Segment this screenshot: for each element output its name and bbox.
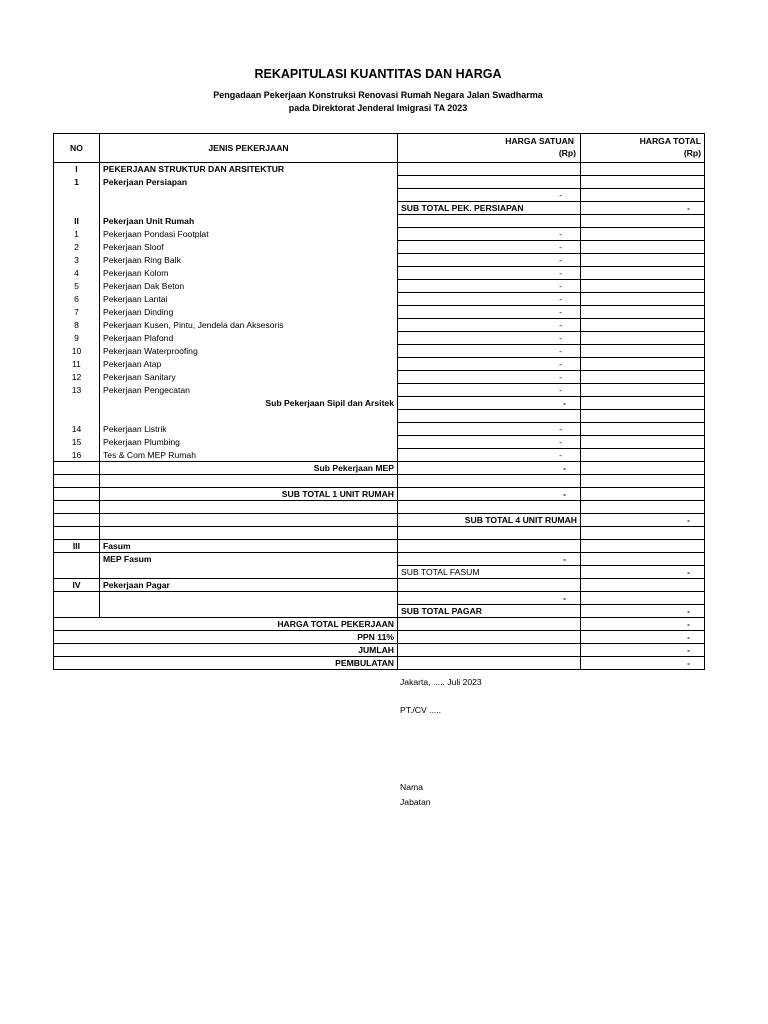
harga-satuan-cell: - <box>398 384 581 397</box>
harga-total-cell <box>581 436 705 449</box>
harga-satuan-cell <box>398 410 581 423</box>
table-row <box>54 254 705 267</box>
harga-satuan-cell <box>398 618 581 631</box>
harga-satuan-cell: - <box>398 319 581 332</box>
jenis-cell: MEP Fasum <box>100 553 398 566</box>
no-cell <box>54 592 100 605</box>
harga-total-cell <box>581 592 705 605</box>
table-header-row <box>54 134 705 163</box>
harga-total-cell <box>581 553 705 566</box>
harga-satuan-cell <box>398 631 581 644</box>
no-cell <box>54 527 100 540</box>
harga-total-cell <box>581 228 705 241</box>
no-cell <box>54 202 100 215</box>
harga-satuan-cell: - <box>398 371 581 384</box>
no-cell <box>54 462 100 475</box>
jenis-cell: Pekerjaan Plafond <box>100 332 398 345</box>
jenis-cell: Pekerjaan Pondasi Footplat <box>100 228 398 241</box>
table-row <box>54 319 705 332</box>
table-row <box>54 371 705 384</box>
harga-satuan-cell <box>398 501 581 514</box>
subtotal-row-fasum <box>54 566 705 579</box>
harga-total-cell <box>581 475 705 488</box>
harga-total-cell <box>581 358 705 371</box>
harga-total-cell <box>581 306 705 319</box>
jenis-cell <box>100 410 398 423</box>
signatory-name: Nama <box>400 782 423 792</box>
jenis-cell: Pekerjaan Sloof <box>100 241 398 254</box>
spacer-row <box>54 410 705 423</box>
no-cell: IV <box>54 579 100 592</box>
harga-satuan-cell: SUB TOTAL PEK. PERSIAPAN <box>398 202 581 215</box>
harga-total-cell: - <box>581 631 705 644</box>
document-title: REKAPITULASI KUANTITAS DAN HARGA <box>254 67 502 81</box>
no-cell <box>54 397 100 410</box>
table-row <box>54 241 705 254</box>
total-label: HARGA TOTAL PEKERJAAN <box>54 618 398 631</box>
harga-satuan-cell: - <box>398 306 581 319</box>
harga-satuan-cell: - <box>398 488 581 501</box>
jenis-cell: PEKERJAAN STRUKTUR DAN ARSITEKTUR <box>100 163 398 176</box>
harga-satuan-cell: - <box>398 462 581 475</box>
harga-satuan-cell: - <box>398 449 581 462</box>
harga-total-cell: - <box>581 618 705 631</box>
no-cell: 1 <box>54 176 100 189</box>
harga-total-cell <box>581 384 705 397</box>
recap-table <box>53 133 705 670</box>
total-row-harga-total <box>54 618 705 631</box>
total-row-ppn <box>54 631 705 644</box>
no-cell: 15 <box>54 436 100 449</box>
harga-total-cell <box>581 397 705 410</box>
jenis-cell: Tes & Com MEP Rumah <box>100 449 398 462</box>
row-dash-pagar <box>54 592 705 605</box>
jenis-cell: Pekerjaan Ring Balk <box>100 254 398 267</box>
harga-total-cell <box>581 579 705 592</box>
harga-satuan-cell: - <box>398 280 581 293</box>
harga-satuan-cell: - <box>398 553 581 566</box>
subtotal-row-4-unit <box>54 514 705 527</box>
jenis-cell: Sub Pekerjaan MEP <box>100 462 398 475</box>
jenis-cell: Pekerjaan Atap <box>100 358 398 371</box>
harga-satuan-cell <box>398 657 581 670</box>
row-mep-fasum <box>54 553 705 566</box>
harga-total-cell <box>581 423 705 436</box>
harga-satuan-cell: - <box>398 293 581 306</box>
harga-total-cell <box>581 345 705 358</box>
no-cell: 7 <box>54 306 100 319</box>
signatory-position: Jabatan <box>400 797 431 807</box>
total-label: JUMLAH <box>54 644 398 657</box>
harga-total-label: HARGA TOTAL <box>639 136 701 146</box>
harga-satuan-label: HARGA SATUAN <box>505 136 574 146</box>
no-cell: 14 <box>54 423 100 436</box>
harga-satuan-cell <box>398 579 581 592</box>
harga-satuan-cell: SUB TOTAL FASUM <box>398 566 581 579</box>
harga-total-cell <box>581 280 705 293</box>
jenis-cell: Pekerjaan Pagar <box>100 579 398 592</box>
harga-satuan-cell: - <box>398 397 581 410</box>
table-row <box>54 280 705 293</box>
table-row <box>54 267 705 280</box>
harga-total-cell: - <box>581 644 705 657</box>
harga-total-cell <box>581 332 705 345</box>
document-subtitle: Pengadaan Pekerjaan Konstruksi Renovasi Rumah Negara Jalan Swadharma <box>213 90 543 100</box>
harga-satuan-cell: - <box>398 267 581 280</box>
harga-total-cell <box>581 163 705 176</box>
jenis-cell: Pekerjaan Unit Rumah <box>100 215 398 228</box>
table-row <box>54 436 705 449</box>
harga-satuan-cell: SUB TOTAL 4 UNIT RUMAH <box>398 514 581 527</box>
document-subtitle-2: pada Direktorat Jenderal Imigrasi TA 2023 <box>288 103 468 113</box>
harga-total-cell <box>581 410 705 423</box>
subtotal-row-mep <box>54 462 705 475</box>
harga-satuan-cell <box>398 644 581 657</box>
total-label: PEMBULATAN <box>54 657 398 670</box>
table-row <box>54 384 705 397</box>
no-cell: 5 <box>54 280 100 293</box>
no-cell: 11 <box>54 358 100 371</box>
jenis-cell: Pekerjaan Kolom <box>100 267 398 280</box>
no-cell: 16 <box>54 449 100 462</box>
harga-total-cell: - <box>581 202 705 215</box>
col-jenis-header: JENIS PEKERJAAN <box>100 134 398 163</box>
table-row <box>54 449 705 462</box>
table-row <box>54 306 705 319</box>
total-label: PPN 11% <box>54 631 398 644</box>
harga-total-cell <box>581 254 705 267</box>
harga-satuan-cell: - <box>398 358 581 371</box>
jenis-cell: Pekerjaan Listrik <box>100 423 398 436</box>
harga-satuan-cell <box>398 215 581 228</box>
harga-satuan-unit: (Rp) <box>558 148 576 158</box>
section-row-1-persiapan <box>54 176 705 189</box>
no-cell <box>54 410 100 423</box>
harga-total-unit: (Rp) <box>683 148 701 158</box>
harga-total-cell: - <box>581 566 705 579</box>
harga-satuan-cell: - <box>398 345 581 358</box>
jenis-cell <box>100 605 398 618</box>
harga-satuan-cell: - <box>398 228 581 241</box>
harga-satuan-cell <box>398 527 581 540</box>
subtotal-row-persiapan <box>54 202 705 215</box>
harga-total-cell <box>581 540 705 553</box>
jenis-cell: Pekerjaan Sanitary <box>100 371 398 384</box>
table-row <box>54 423 705 436</box>
jenis-cell <box>100 527 398 540</box>
jenis-cell: Pekerjaan Persiapan <box>100 176 398 189</box>
harga-total-cell: - <box>581 514 705 527</box>
no-cell: 13 <box>54 384 100 397</box>
harga-total-cell <box>581 449 705 462</box>
jenis-cell: Pekerjaan Dak Beton <box>100 280 398 293</box>
harga-satuan-cell <box>398 540 581 553</box>
no-cell <box>54 553 100 566</box>
spacer-row <box>54 475 705 488</box>
subtotal-row-sipil <box>54 397 705 410</box>
jenis-cell: Pekerjaan Plumbing <box>100 436 398 449</box>
row-dash <box>54 189 705 202</box>
harga-satuan-cell <box>398 176 581 189</box>
section-row-II <box>54 215 705 228</box>
harga-satuan-cell: - <box>398 254 581 267</box>
jenis-cell: SUB TOTAL 1 UNIT RUMAH <box>100 488 398 501</box>
section-row-III <box>54 540 705 553</box>
total-row-jumlah <box>54 644 705 657</box>
subtotal-row-pagar <box>54 605 705 618</box>
jenis-cell: Sub Pekerjaan Sipil dan Arsitek <box>100 397 398 410</box>
harga-satuan-cell: - <box>398 241 581 254</box>
section-row-IV <box>54 579 705 592</box>
harga-total-cell <box>581 241 705 254</box>
jenis-cell <box>100 592 398 605</box>
col-harga-satuan-header <box>398 134 581 163</box>
subtotal-row-1-unit <box>54 488 705 501</box>
no-cell: 2 <box>54 241 100 254</box>
jenis-cell: Pekerjaan Pengecatan <box>100 384 398 397</box>
section-row-I <box>54 163 705 176</box>
harga-total-cell <box>581 176 705 189</box>
place-date: Jakarta, ..... Juli 2023 <box>400 677 482 687</box>
no-cell <box>54 605 100 618</box>
harga-total-cell <box>581 462 705 475</box>
jenis-cell <box>100 475 398 488</box>
no-cell <box>54 566 100 579</box>
no-cell: 6 <box>54 293 100 306</box>
total-row-pembulatan <box>54 657 705 670</box>
harga-total-cell <box>581 293 705 306</box>
harga-total-cell <box>581 371 705 384</box>
jenis-cell <box>100 566 398 579</box>
no-cell: 4 <box>54 267 100 280</box>
harga-satuan-cell: - <box>398 436 581 449</box>
harga-total-cell <box>581 189 705 202</box>
no-cell <box>54 189 100 202</box>
no-cell: 9 <box>54 332 100 345</box>
recap-table-body <box>54 134 705 670</box>
harga-total-cell <box>581 267 705 280</box>
no-cell: III <box>54 540 100 553</box>
jenis-cell <box>100 501 398 514</box>
no-cell <box>54 501 100 514</box>
table-row <box>54 293 705 306</box>
jenis-cell: Pekerjaan Dinding <box>100 306 398 319</box>
harga-satuan-cell: - <box>398 423 581 436</box>
no-cell: 10 <box>54 345 100 358</box>
table-row <box>54 332 705 345</box>
harga-total-cell <box>581 488 705 501</box>
jenis-cell <box>100 514 398 527</box>
col-harga-total-header <box>581 134 705 163</box>
jenis-cell <box>100 202 398 215</box>
harga-total-cell <box>581 215 705 228</box>
no-cell: 12 <box>54 371 100 384</box>
harga-satuan-cell <box>398 475 581 488</box>
no-cell <box>54 475 100 488</box>
no-cell: I <box>54 163 100 176</box>
table-row <box>54 358 705 371</box>
table-row <box>54 345 705 358</box>
no-cell <box>54 514 100 527</box>
col-no-header: NO <box>54 134 100 163</box>
harga-total-cell <box>581 527 705 540</box>
table-row <box>54 228 705 241</box>
jenis-cell: Pekerjaan Waterproofing <box>100 345 398 358</box>
no-cell: 1 <box>54 228 100 241</box>
jenis-cell: Pekerjaan Kusen, Pintu, Jendela dan Aksesoris <box>100 319 398 332</box>
harga-satuan-cell: - <box>398 189 581 202</box>
harga-total-cell <box>581 501 705 514</box>
no-cell: II <box>54 215 100 228</box>
harga-total-cell: - <box>581 657 705 670</box>
no-cell <box>54 488 100 501</box>
harga-total-cell <box>581 319 705 332</box>
harga-total-cell: - <box>581 605 705 618</box>
spacer-row <box>54 527 705 540</box>
harga-satuan-cell: SUB TOTAL PAGAR <box>398 605 581 618</box>
jenis-cell: Fasum <box>100 540 398 553</box>
jenis-cell: Pekerjaan Lantai <box>100 293 398 306</box>
harga-satuan-cell: - <box>398 332 581 345</box>
harga-satuan-cell: - <box>398 592 581 605</box>
company-name: PT./CV ..... <box>400 705 442 715</box>
no-cell: 8 <box>54 319 100 332</box>
jenis-cell <box>100 189 398 202</box>
harga-satuan-cell <box>398 163 581 176</box>
spacer-row <box>54 501 705 514</box>
no-cell: 3 <box>54 254 100 267</box>
